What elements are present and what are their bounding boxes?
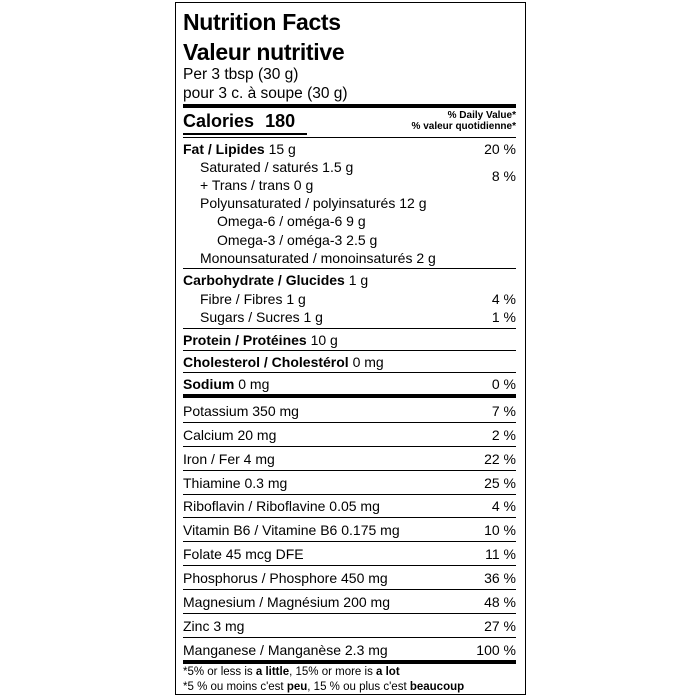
polyunsaturated-row <box>200 194 516 212</box>
divider <box>183 470 516 471</box>
mineral-dv: 27 % <box>484 618 516 634</box>
mineral-row <box>183 617 516 635</box>
calories-value: 180 <box>265 111 296 131</box>
divider <box>183 268 516 269</box>
protein-label: Protein / Protéines <box>183 332 307 348</box>
mineral-dv: 100 % <box>476 642 516 658</box>
divider <box>183 372 516 373</box>
mineral-row <box>183 521 516 539</box>
cholesterol-label: Cholesterol / Cholestérol <box>183 354 349 370</box>
carbohydrate-label: Carbohydrate / Glucides <box>183 272 345 288</box>
nutrition-facts-label <box>175 2 526 695</box>
footnote-text: *5% or less is <box>183 666 256 678</box>
protein-amount: 10 g <box>306 332 338 348</box>
polyunsaturated-label: Polyunsaturated / polyinsaturés 12 g <box>200 195 427 211</box>
divider <box>183 637 516 638</box>
thick-rule <box>183 660 516 664</box>
carbohydrate-amount: 1 g <box>344 272 369 288</box>
mineral-dv: 48 % <box>484 594 516 610</box>
trans-label: + Trans / trans 0 g <box>200 177 314 193</box>
mineral-dv: 4 % <box>491 498 516 514</box>
fat-amount: 15 g <box>264 141 296 157</box>
protein-row <box>183 331 516 349</box>
divider <box>183 328 516 329</box>
divider <box>183 613 516 614</box>
omega3-row <box>217 231 516 249</box>
daily-value-header-french: % valeur quotidienne* <box>411 121 516 132</box>
saturated-row <box>200 158 516 176</box>
title-french: Valeur nutritive <box>183 39 345 65</box>
mineral-row <box>183 593 516 611</box>
title-english: Nutrition Facts <box>183 9 341 35</box>
footnote-english <box>183 665 400 679</box>
mineral-label: Magnesium / Magnésium 200 mg <box>183 594 390 610</box>
mineral-dv: 7 % <box>491 403 516 419</box>
fat-row <box>183 140 516 158</box>
divider <box>183 517 516 518</box>
sugars-dv: 1 % <box>491 309 516 325</box>
mineral-label: Manganese / Manganèse 2.3 mg <box>183 642 388 658</box>
fat-dv: 20 % <box>484 141 516 157</box>
mineral-label: Calcium 20 mg <box>183 427 277 443</box>
omega6-label: Omega-6 / oméga-6 9 g <box>217 213 366 229</box>
mineral-dv: 22 % <box>484 451 516 467</box>
calories-label: Calories <box>183 111 255 131</box>
divider <box>183 446 516 447</box>
saturated-trans-dv: 8 % <box>491 168 516 184</box>
mineral-label: Zinc 3 mg <box>183 618 245 634</box>
footnote-emphasis: a lot <box>376 666 400 678</box>
mineral-row <box>183 450 516 468</box>
mineral-dv: 11 % <box>485 546 516 562</box>
mineral-row <box>183 402 516 420</box>
divider <box>183 494 516 495</box>
divider <box>183 565 516 566</box>
mineral-label: Iron / Fer 4 mg <box>183 451 275 467</box>
mineral-dv: 2 % <box>491 427 516 443</box>
footnote-emphasis: peu <box>286 681 308 693</box>
sodium-amount: 0 mg <box>234 376 270 392</box>
carbohydrate-row <box>183 271 516 289</box>
footnote-french <box>183 680 464 694</box>
serving-size-french: pour 3 c. à soupe (30 g) <box>183 85 348 102</box>
sodium-dv: 0 % <box>491 376 516 392</box>
thick-rule <box>183 104 516 108</box>
trans-row <box>200 176 516 194</box>
mineral-row <box>183 426 516 444</box>
footnote-text: , 15% or more is <box>289 666 377 678</box>
mineral-label: Potassium 350 mg <box>183 403 299 419</box>
mineral-label: Folate 45 mcg DFE <box>183 546 304 562</box>
mineral-row <box>183 545 516 563</box>
mineral-label: Riboflavin / Riboflavine 0.05 mg <box>183 498 380 514</box>
omega3-label: Omega-3 / oméga-3 2.5 g <box>217 232 378 248</box>
fibre-row <box>200 290 516 308</box>
fibre-label: Fibre / Fibres 1 g <box>200 291 306 307</box>
divider <box>183 589 516 590</box>
omega6-row <box>217 212 516 230</box>
fibre-dv: 4 % <box>491 291 516 307</box>
mineral-dv: 10 % <box>484 522 516 538</box>
mineral-dv: 36 % <box>484 570 516 586</box>
daily-value-header-english: % Daily Value* <box>447 110 516 121</box>
divider <box>183 350 516 351</box>
sugars-label: Sugars / Sucres 1 g <box>200 309 323 325</box>
mineral-row <box>183 474 516 492</box>
calories-row <box>183 111 295 131</box>
footnote-emphasis: beaucoup <box>409 681 465 693</box>
monounsaturated-row <box>200 249 516 267</box>
mineral-row <box>183 641 516 659</box>
saturated-label: Saturated / saturés 1.5 g <box>200 159 354 175</box>
calories-underline <box>183 133 307 135</box>
daily-value-header <box>412 110 516 132</box>
mineral-label: Vitamin B6 / Vitamine B6 0.175 mg <box>183 522 400 538</box>
sugars-row <box>200 308 516 326</box>
divider <box>183 137 516 138</box>
mineral-row <box>183 569 516 587</box>
divider <box>183 422 516 423</box>
divider <box>183 541 516 542</box>
footnote-emphasis: a little <box>255 666 290 678</box>
saturated-trans-dv-row <box>492 167 516 185</box>
footnote-text: *5 % ou moins c'est <box>183 681 287 693</box>
mineral-dv: 25 % <box>484 475 516 491</box>
sodium-label: Sodium <box>183 376 235 392</box>
fat-label: Fat / Lipides <box>183 141 265 157</box>
footnote-text: , 15 % ou plus c'est <box>307 681 410 693</box>
monounsaturated-label: Monounsaturated / monoinsaturés 2 g <box>200 250 436 266</box>
cholesterol-row <box>183 353 516 371</box>
mineral-label: Thiamine 0.3 mg <box>183 475 288 491</box>
mineral-label: Phosphorus / Phosphore 450 mg <box>183 570 388 586</box>
thick-rule <box>183 394 516 398</box>
mineral-row <box>183 497 516 515</box>
cholesterol-amount: 0 mg <box>348 354 384 370</box>
sodium-row <box>183 375 516 393</box>
serving-size-english: Per 3 tbsp (30 g) <box>183 66 299 83</box>
